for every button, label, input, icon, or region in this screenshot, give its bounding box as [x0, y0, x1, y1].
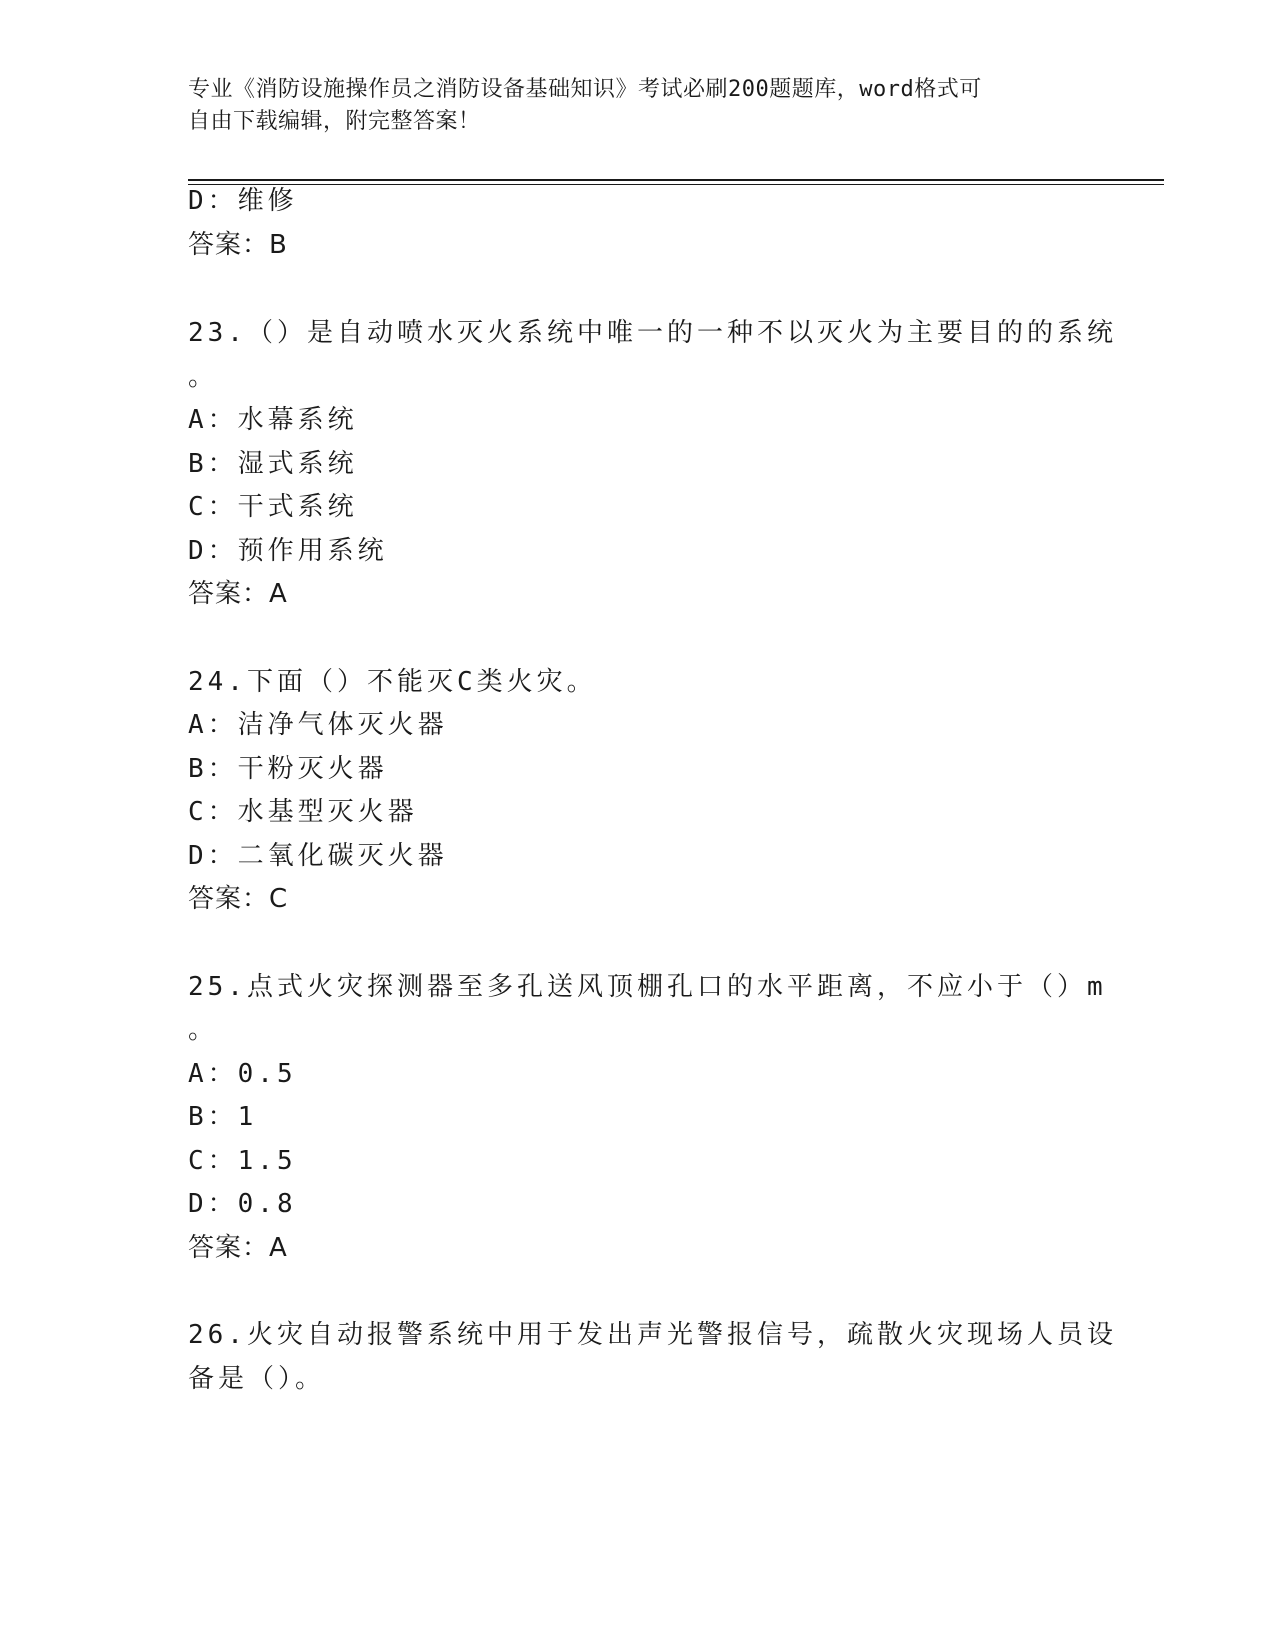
header-line-2: 自由下载编辑，附完整答案！ [188, 109, 481, 134]
question-stem: 23.（）是自动喷水灭火系统中唯一的一种不以灭火为主要目的的系统 [188, 318, 1117, 348]
option-c: C：1.5 [188, 1146, 297, 1176]
question-stem: 26.火灾自动报警系统中用于发出声光警报信号，疏散火灾现场人员设 [188, 1320, 1117, 1350]
answer-label: 答案：C [188, 884, 289, 914]
question-stem-continued: 。 [188, 362, 219, 392]
question-stem-continued: 。 [188, 1015, 219, 1045]
question-stem-continued: 备是（）。 [188, 1364, 326, 1394]
option-a: A：水幕系统 [188, 405, 358, 435]
header-divider-thick [188, 179, 1164, 181]
header-line-1: 专业《消防设施操作员之消防设备基础知识》考试必刷200题题库，word格式可 [188, 77, 982, 102]
question-stem: 25.点式火灾探测器至多孔送风顶棚孔口的水平距离，不应小于（）m [188, 972, 1107, 1002]
option-a: A：0.5 [188, 1059, 297, 1089]
option-d: D：维修 [188, 186, 298, 216]
option-b: B：湿式系统 [188, 449, 358, 479]
question-stem: 24.下面（）不能灭C类火灾。 [188, 667, 597, 697]
option-d: D：0.8 [188, 1189, 297, 1219]
answer-label: 答案：A [188, 579, 288, 609]
answer-label: 答案：A [188, 1233, 288, 1263]
option-d: D：预作用系统 [188, 536, 388, 566]
option-b: B：1 [188, 1102, 258, 1132]
option-b: B：干粉灭火器 [188, 754, 388, 784]
option-c: C：干式系统 [188, 492, 358, 522]
answer-label: 答案：B [188, 230, 288, 260]
option-d: D：二氧化碳灭火器 [188, 841, 448, 871]
option-a: A：洁净气体灭火器 [188, 710, 448, 740]
option-c: C：水基型灭火器 [188, 797, 418, 827]
header-divider-thin [188, 184, 1164, 185]
document-header [188, 74, 1068, 138]
